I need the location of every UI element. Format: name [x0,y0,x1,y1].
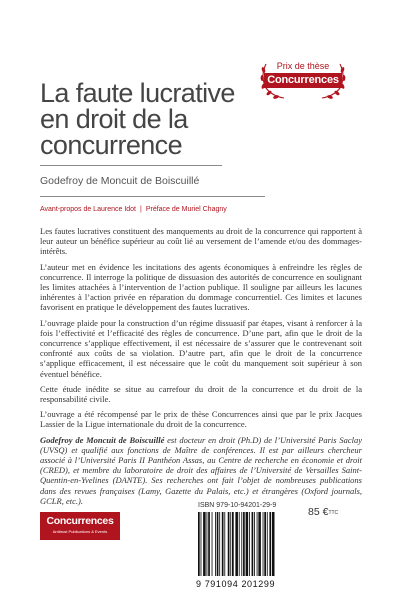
barcode-bar [217,512,219,576]
barcode-bar [249,512,250,576]
barcode-bar [269,512,271,576]
publisher-name: Concurrences [46,515,114,527]
barcode-bar [230,512,231,576]
barcode-bar [254,512,255,576]
barcode-bar [203,512,206,576]
barcode-bar [198,512,200,576]
barcode-bar [272,512,275,576]
barcode-bar [201,512,202,576]
author-name: Godefroy de Moncuit de Boiscuillé [40,175,200,187]
paragraph-5: L’ouvrage a été récompensé par le prix de thèse Concurrences ainsi que par le prix Jacques Lassier de la Ligue internationale du droit de la concurrence. [40,409,362,430]
title-line-2: en droit de la [40,104,188,134]
book-title [40,80,270,158]
prize-name: Concurrences [264,73,342,88]
barcode-bar [232,512,234,576]
paragraph-3: L’ouvrage plaide pour la construction d’un régime dissuasif par étapes, visant à renforcer à la fois l’effectivité et l’efficacité des règles de concurrence. D’une part, afin que le droit de la concurrence s’applique effectivement, il est nécessaire de s’assurer que le contrevenant soit confronté aux coûts de sa violation. D’autre part, afin que le droit de la concurrence s’applique efficacement, il est nécessaire que le coût du manquement soit supérieur à son éventuel bénéfice. [40,317,362,379]
back-cover-text [40,226,362,511]
title-line-3: concurrence [40,130,182,160]
title-divider [40,165,222,166]
barcode-bar [241,512,242,576]
barcode-bar [212,512,213,576]
price-suffix: TTC [328,510,339,516]
publisher-logo [40,512,120,540]
bio-text: est docteur en droit (Ph.D) de l’Université Paris Saclay (UVSQ) et qualifié aux fonctions de Maître de conférences. Il est par ailleurs chercheur associé à l’Université Paris II Panthéon Assas, au Centre de recherche en économie et droit (CRED), et membre du laboratoire de droit des affaires de l’Université de Versailles Saint-Quentin-en-Yvelines (DANTE). Ses recherches ont fait l’objet de nombreuses publications dans des revues françaises (Lamy, Gazette du Palais, etc.) et étrangères (Oxford journals, GCLR, etc.). [40,434,362,506]
preface-credit: Préface de Muriel Chagny [145,206,227,213]
barcode-bar [258,512,261,576]
price-amount: 85 € [308,506,329,518]
barcode-bar [239,512,240,576]
author-bio [40,435,362,506]
barcode-bar [215,512,216,576]
barcode-bar [219,512,220,576]
foreword-credit: Avant-propos de Laurence Idot [40,206,136,213]
prize-badge [258,58,348,102]
paragraph-4: Cette étude inédite se situe au carrefour du droit de la concurrence et du droit de la responsabilité civile. [40,383,362,405]
bio-author-name: Godefroy de Moncuit de Boiscuillé [40,434,165,445]
credits-line [40,206,227,213]
publisher-tagline: Antitrust Publications & Events [52,529,108,534]
barcode-bar [257,512,258,576]
barcode-bar [246,512,249,576]
barcode-bar [252,512,254,576]
barcode-bar [208,512,210,576]
barcode-bar [224,512,225,576]
barcode-bar [207,512,208,576]
price [308,506,338,518]
barcode-bar [228,512,230,576]
barcode-bar [263,512,264,576]
barcode-bar [243,512,245,576]
barcode-icon [196,512,296,578]
paragraph-1: Les fautes lucratives constituent des manquements au droit de la concurrence qui rapportent à leur auteur un bénéfice supérieur au coût lié au versement de l’amende et/ou des dommages-intérêts. [40,226,362,257]
isbn-label: ISBN 979-10-94201-29-9 [198,502,277,509]
barcode-number: 9 791094 201299 [196,579,276,589]
barcode-bar [222,512,224,576]
credits-separator: | [140,206,142,213]
title-line-1: La faute lucrative [40,78,235,108]
barcode-bar [264,512,266,576]
prize-label: Prix de thèse [276,61,330,71]
paragraph-2: L’auteur met en évidence les incitations des agents économiques à enfreindre les règles de concurrence. Il interroge la politique de dissuasion des autorités de concurrence en soulignant les limites attachées à l’intervention de l’action publique. Il souligne par ailleurs les lacunes inhérentes à l’action privée en réparation du dommage concurrentiel. Ces limites et lacunes favorisent en pratique le développement des fautes lucratives. [40,261,362,313]
barcode-bar [267,512,268,576]
barcode-bar [235,512,238,576]
author-divider [40,196,265,197]
